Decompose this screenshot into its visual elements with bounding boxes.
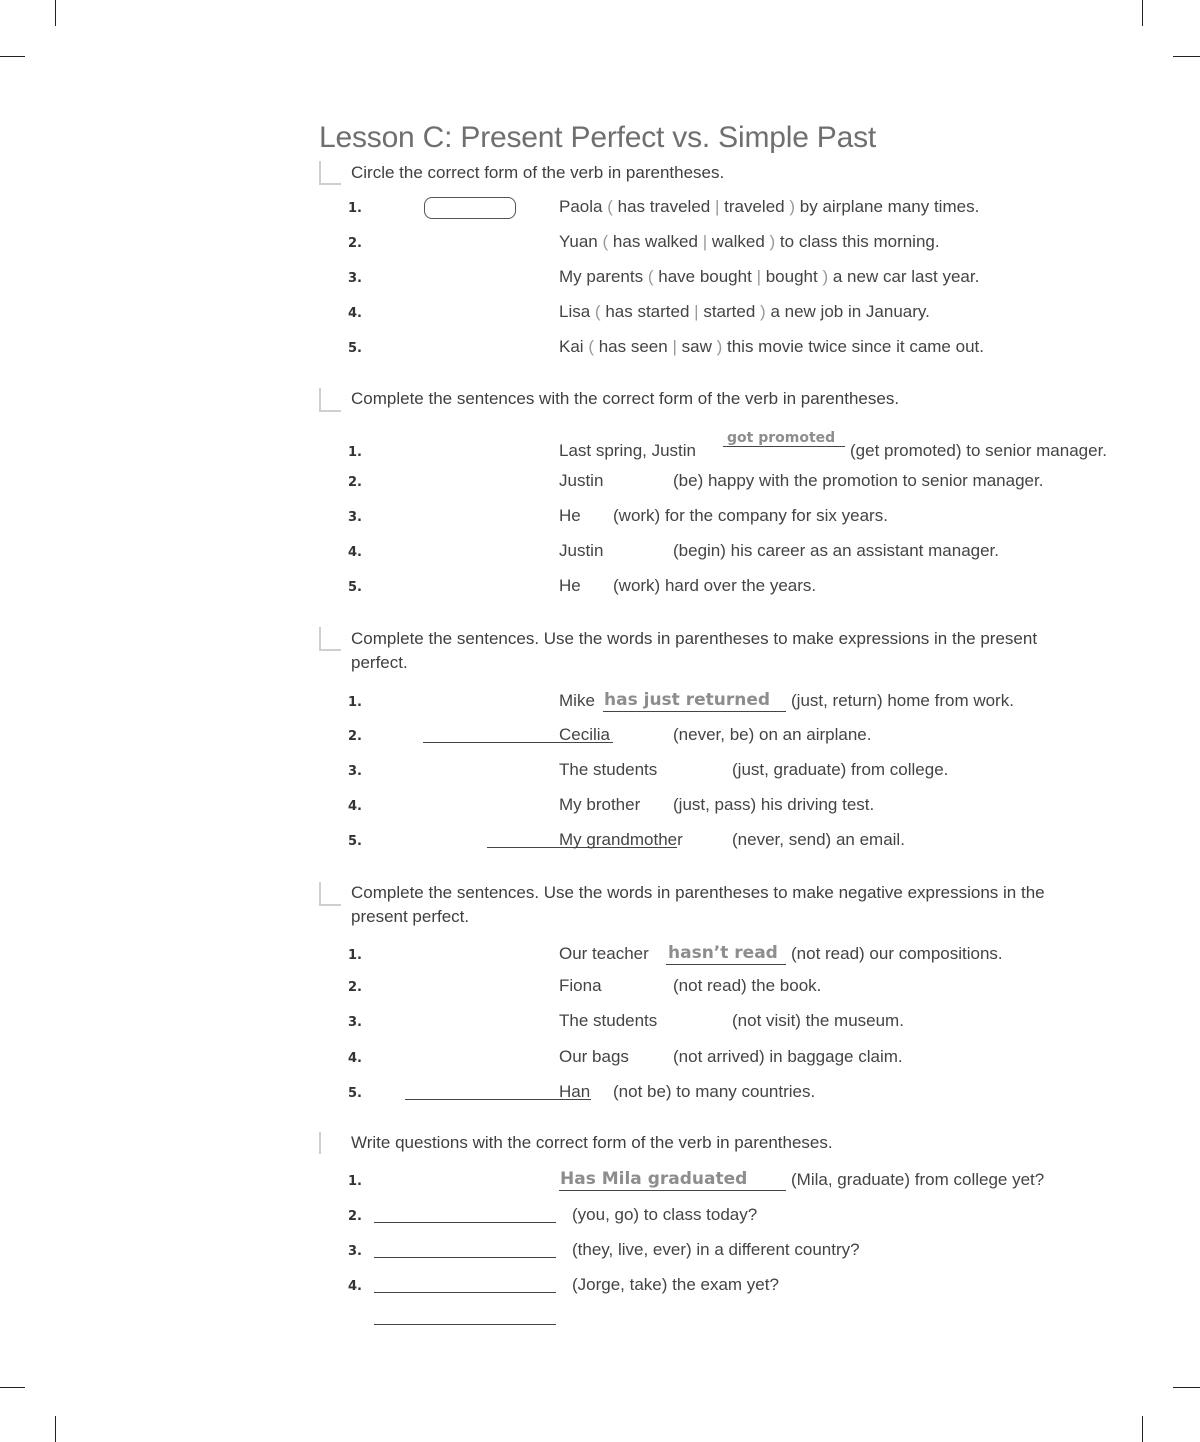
item-number: 2.	[348, 475, 362, 490]
sentence-end: (work) hard over the years.	[613, 576, 817, 595]
option-1[interactable]: has started	[605, 302, 690, 321]
sentence-start: Justin	[559, 471, 604, 490]
crop-mark	[1142, 1416, 1143, 1442]
item-number: 1.	[348, 445, 362, 460]
crop-mark	[1142, 0, 1143, 26]
option-2[interactable]: bought	[765, 267, 818, 286]
sentence-end: (be) happy with the promotion to senior manager.	[673, 471, 1044, 490]
section-2-instruction: Complete the sentences with the correct form of the verb in parentheses.	[351, 389, 900, 408]
item-number: 3.	[348, 1244, 362, 1259]
sentence-end: (begin) his career as an assistant manager.	[673, 541, 1000, 560]
option-1[interactable]: has walked	[612, 232, 698, 251]
crop-mark	[55, 0, 56, 26]
crop-mark	[1173, 56, 1200, 57]
crop-mark	[1173, 1387, 1200, 1388]
item-number: 5.	[348, 834, 362, 849]
sentence-start: Han	[559, 1082, 591, 1101]
choice-sentence: Kai ( has seen | saw ) this movie twice since it came out.	[559, 337, 984, 356]
item-number: 5.	[348, 1086, 362, 1101]
sentence-start: He	[559, 576, 581, 595]
sentence-end: (not arrived) in baggage claim.	[673, 1047, 903, 1066]
item-number: 2.	[348, 236, 362, 251]
option-2[interactable]: traveled	[724, 197, 785, 216]
section-5-instruction: Write questions with the correct form of the verb in parentheses.	[351, 1133, 833, 1152]
item-number: 4.	[348, 545, 362, 560]
item-number: 3.	[348, 271, 362, 286]
sentence-end: (they, live, ever) in a different country?	[572, 1240, 860, 1259]
sentence-start: Yuan	[559, 232, 598, 251]
sentence-end: (never, be) on an airplane.	[673, 725, 872, 744]
sentence-end: (not visit) the museum.	[732, 1011, 904, 1030]
choice-sentence: My parents ( have bought | bought ) a new car last year.	[559, 267, 980, 286]
circle-answer-mark	[424, 197, 516, 219]
item-number: 4.	[348, 799, 362, 814]
option-2[interactable]: walked	[711, 232, 765, 251]
item-number: 5.	[348, 341, 362, 356]
sentence-end: (not be) to many countries.	[613, 1082, 816, 1101]
item-number: 3.	[348, 510, 362, 525]
item-number: 4.	[348, 1051, 362, 1066]
example-answer: Has Mila graduated	[560, 1169, 748, 1189]
sentence-start: Kai	[559, 337, 584, 356]
crop-mark	[55, 1416, 56, 1442]
choice-sentence: Lisa ( has started | started ) a new job in January.	[559, 302, 930, 321]
section-marker	[319, 161, 341, 185]
sentence-end: a new job in January.	[770, 302, 930, 321]
sentence-start: Our teacher	[559, 944, 649, 963]
item-number: 3.	[348, 764, 362, 779]
section-marker	[319, 388, 341, 412]
sentence-start: Mike	[559, 691, 595, 710]
answer-blank[interactable]	[723, 446, 845, 447]
section-4-instruction-line1: Complete the sentences. Use the words in parentheses to make negative expressions in the	[351, 883, 1045, 902]
sentence-start: The students	[559, 760, 658, 779]
section-1-instruction: Circle the correct form of the verb in parentheses.	[351, 163, 725, 182]
answer-blank[interactable]	[374, 1222, 556, 1223]
example-answer: has just returned	[604, 690, 771, 710]
choice-sentence: Paola ( has traveled | traveled ) by airplane many times.	[559, 197, 980, 216]
sentence-start: The students	[559, 1011, 658, 1030]
sentence-end: (just, pass) his driving test.	[673, 795, 875, 814]
sentence-start: Justin	[559, 541, 604, 560]
item-number: 2.	[348, 729, 362, 744]
sentence-start: Cecilia	[559, 725, 611, 744]
option-2[interactable]: saw	[681, 337, 712, 356]
sentence-end: (never, send) an email.	[732, 830, 905, 849]
answer-blank[interactable]	[666, 964, 786, 965]
item-number: 2.	[348, 980, 362, 995]
section-4-instruction-line2: present perfect.	[351, 907, 470, 926]
sentence-start: My brother	[559, 795, 641, 814]
sentence-start: Our bags	[559, 1047, 629, 1066]
sentence-end: (just, graduate) from college.	[732, 760, 949, 779]
answer-blank[interactable]	[603, 711, 786, 712]
option-1[interactable]: has traveled	[617, 197, 711, 216]
answer-blank[interactable]	[374, 1257, 556, 1258]
section-marker	[319, 882, 341, 906]
example-answer: got promoted	[727, 430, 836, 446]
sentence-end: (work) for the company for six years.	[613, 506, 888, 525]
item-number: 4.	[348, 1279, 362, 1294]
sentence-end: to class this morning.	[779, 232, 940, 251]
section-marker	[319, 627, 341, 651]
choice-sentence: Yuan ( has walked | walked ) to class this morning.	[559, 232, 940, 251]
sentence-start: My grandmother	[559, 830, 683, 849]
option-2[interactable]: started	[703, 302, 756, 321]
item-number: 1.	[348, 1174, 362, 1189]
answer-blank[interactable]	[559, 1190, 786, 1191]
option-1[interactable]: have bought	[658, 267, 752, 286]
sentence-start: He	[559, 506, 581, 525]
item-number: 1.	[348, 948, 362, 963]
sentence-start: Lisa	[559, 302, 591, 321]
sentence-end: (you, go) to class today?	[572, 1205, 758, 1224]
item-number: 3.	[348, 1015, 362, 1030]
crop-mark	[0, 1387, 25, 1388]
answer-blank[interactable]	[374, 1292, 556, 1293]
sentence-end: this movie twice since it came out.	[726, 337, 984, 356]
item-number: 5.	[348, 580, 362, 595]
sentence-end: (not read) the book.	[673, 976, 822, 995]
sentence-end: (not read) our compositions.	[791, 944, 1003, 963]
section-3-instruction-line1: Complete the sentences. Use the words in parentheses to make expressions in the present	[351, 629, 1038, 648]
sentence-end: a new car last year.	[832, 267, 980, 286]
item-number: 1.	[348, 201, 362, 216]
item-number: 1.	[348, 695, 362, 710]
sentence-start: Last spring, Justin	[559, 441, 697, 460]
option-1[interactable]: has seen	[598, 337, 668, 356]
item-number: 2.	[348, 1209, 362, 1224]
example-answer: hasn’t read	[668, 943, 778, 963]
sentence-start: Fiona	[559, 976, 602, 995]
item-number: 4.	[348, 306, 362, 321]
crop-mark	[0, 56, 25, 57]
answer-blank[interactable]	[374, 1324, 556, 1325]
sentence-start: My parents	[559, 267, 644, 286]
section-3-instruction-line2: perfect.	[351, 653, 408, 672]
sentence-end: (get promoted) to senior manager.	[850, 441, 1108, 460]
page-title: Lesson C: Present Perfect vs. Simple Past	[319, 121, 877, 154]
sentence-end: by airplane many times.	[799, 197, 980, 216]
sentence-start: Paola	[559, 197, 603, 216]
sentence-end: (just, return) home from work.	[791, 691, 1014, 710]
section-marker	[319, 1132, 321, 1154]
sentence-end: (Jorge, take) the exam yet?	[572, 1275, 779, 1294]
sentence-end: (Mila, graduate) from college yet?	[791, 1170, 1045, 1189]
